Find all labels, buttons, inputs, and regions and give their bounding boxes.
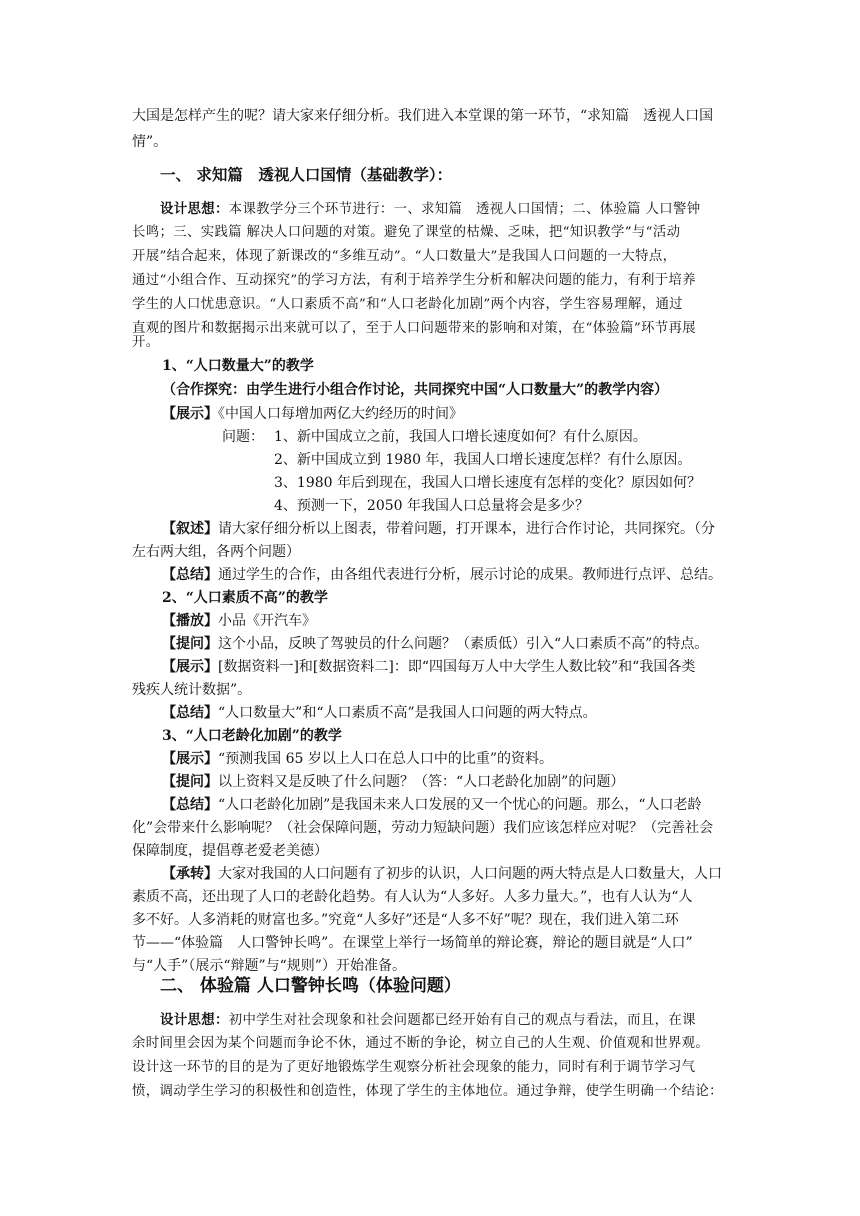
questions-label: 问题： bbox=[222, 429, 264, 445]
subsection-3-title: 3、“人口老龄化加剧”的教学 bbox=[162, 728, 342, 744]
section-1-design-line-6: 直观的图片和数据揭示出来就可以了，至于人口问题带来的影响和对策，在“体验篇”环节再展 bbox=[132, 321, 697, 336]
transit-line-1 bbox=[162, 864, 722, 884]
play-text: 小品《开汽车》 bbox=[218, 613, 316, 629]
ask-tag: 【提问】 bbox=[162, 636, 218, 652]
transit-line-4: 节——“体验篇 人口警钟长鸣”。在课堂上举行一场简单的辩论赛，辩论的题目就是“人口” bbox=[132, 935, 693, 951]
section-1-design-line-4: 通过“小组合作、互动探究”的学习方法，有利于培养学生分析和解决问题的能力，有利于培养 bbox=[132, 273, 697, 288]
section-2-heading: 二、 体验篇 人口警钟长鸣（体验问题） bbox=[160, 976, 461, 996]
ask-tag: 【提问】 bbox=[162, 774, 218, 790]
sub1-narrate-line-2: 左右两大组，各两个问题） bbox=[132, 544, 300, 560]
summary-text: “人口数量大”和“人口素质不高”是我国人口问题的两大特点。 bbox=[218, 705, 597, 721]
section-2-design-line-4: 愤，调动学生学习的积极性和创造性，体现了学生的主体地位。通过争辩，使学生明确一个结论： bbox=[132, 1084, 723, 1099]
sub3-summary-line-1 bbox=[162, 795, 701, 815]
sub2-play-line bbox=[162, 611, 316, 631]
show-tag: 【展示】 bbox=[162, 751, 218, 767]
transit-line-2: 素质不高，还出现了人口的老龄化趋势。有人认为“人多好。人多力量大。”，也有人认为“人 bbox=[132, 889, 693, 905]
show-tag: 【展示】 bbox=[162, 659, 218, 675]
question-3: 3、1980 年后到现在，我国人口增长速度有怎样的变化？原因如何？ bbox=[274, 475, 701, 491]
question-1: 1、新中国成立之前，我国人口增长速度如何？有什么原因。 bbox=[274, 429, 647, 445]
sub1-narrate-line-1 bbox=[162, 519, 715, 539]
section-1-design-line-1 bbox=[160, 199, 701, 220]
summary-text: “人口老龄化加剧”是我国未来人口发展的又一个忧心的问题。那么，“人口老龄 bbox=[218, 797, 702, 813]
section-1-design-line-3: 开展”结合起来，体现了新课改的“多维互动”。“人口数量大”是我国人口问题的一大特点， bbox=[132, 249, 677, 264]
sub3-summary-line-2: 化”会带来什么影响呢？（社会保障问题，劳动力短缺问题）我们应该怎样应对呢？（完善社会 bbox=[132, 820, 714, 836]
design-text: 初中学生对社会现象和社会问题都已经开始有自己的观点与看法，而且，在课 bbox=[228, 1013, 696, 1028]
narrate-text: 请大家仔细分析以上图表，带着问题，打开课本，进行合作讨论，共同探究。（分 bbox=[218, 521, 715, 537]
design-label: 设计思想： bbox=[160, 1012, 229, 1028]
section-1-design-line-2: 长鸣；三、实践篇 解决人口问题的对策。避免了课堂的枯燥、乏味，把“知识教学”与“活动 bbox=[132, 225, 681, 240]
section-1-heading: 一、 求知篇 透视人口国情（基础教学）： bbox=[160, 165, 453, 184]
transit-line-5: 与“人手”（展示“辩题”与“规则”）开始准备。 bbox=[132, 958, 406, 974]
ask-text: 以上资料又是反映了什么问题？（答：“人口老龄化加剧”的问题） bbox=[218, 774, 625, 790]
question-4: 4、预测一下，2050 年我国人口总量将会是多少？ bbox=[274, 498, 589, 514]
intro-line-1: 大国是怎样产生的呢？请大家来仔细分析。我们进入本堂课的第一环节，“求知篇 透视人口国 bbox=[132, 108, 714, 124]
show-tag: 【展示】 bbox=[162, 406, 218, 422]
ask-text: 这个小品，反映了驾驶员的什么问题？（素质低）引入“人口素质不高”的特点。 bbox=[218, 636, 709, 652]
sub3-show-line bbox=[162, 749, 553, 769]
sub2-show-line-2: 残疾人统计数据”。 bbox=[132, 682, 252, 698]
summary-tag: 【总结】 bbox=[162, 797, 218, 813]
sub2-show-line-1 bbox=[162, 657, 695, 677]
sub3-summary-line-3: 保障制度，提倡尊老爱老美德） bbox=[132, 843, 328, 859]
section-1-design-line-5: 学生的人口忧患意识。“人口素质不高”和“人口老龄化加剧”两个内容，学生容易理解，通过 bbox=[132, 297, 683, 312]
section-2-design-line-3: 设计这一环节的目的是为了更好地锻炼学生观察分析社会现象的能力，同时有利于调节学习气 bbox=[132, 1060, 696, 1075]
subsection-2-title: 2、“人口素质不高”的教学 bbox=[162, 590, 328, 606]
summary-tag: 【总结】 bbox=[162, 705, 218, 721]
summary-tag: 【总结】 bbox=[162, 567, 218, 583]
transit-text: 大家对我国的人口问题有了初步的认识，人口问题的两大特点是人口数量大，人口 bbox=[218, 866, 722, 882]
sub1-show-line bbox=[162, 404, 463, 424]
question-2: 2、新中国成立到 1980 年，我国人口增长速度怎样？有什么原因。 bbox=[274, 452, 692, 468]
design-text: 本课教学分三个环节进行：一、求知篇 透视人口国情；二、体验篇 人口警钟 bbox=[228, 202, 701, 217]
subsection-1-note: （合作探究：由学生进行小组合作讨论，共同探究中国“人口数量大”的教学内容） bbox=[162, 382, 669, 398]
section-1-design-line-7: 开。 bbox=[132, 335, 160, 350]
show-text: “预测我国 65 岁以上人口在总人口中的比重”的资料。 bbox=[218, 751, 554, 767]
sub2-ask-line bbox=[162, 634, 708, 654]
show-text: 《中国人口每增加两亿大约经历的时间》 bbox=[218, 406, 463, 422]
transit-line-3: 多不好。人多消耗的财富也多。”究竟“人多好”还是“人多不好”呢？现在，我们进入第二环 bbox=[132, 912, 679, 928]
section-2-design-line-2: 余时间里会因为某个问题而争论不休，通过不断的争论，树立自己的人生观、价值观和世界观。 bbox=[132, 1036, 710, 1051]
show-text: [数据资料一]和[数据资料二]：即“四国每万人中大学生人数比较”和“我国各类 bbox=[218, 659, 696, 675]
subsection-1-title: 1、“人口数量大”的教学 bbox=[162, 358, 314, 374]
narrate-tag: 【叙述】 bbox=[162, 521, 218, 537]
transit-tag: 【承转】 bbox=[162, 866, 218, 882]
summary-text: 通过学生的合作，由各组代表进行分析，展示讨论的成果。教师进行点评、总结。 bbox=[218, 567, 722, 583]
design-label: 设计思想： bbox=[160, 201, 229, 217]
play-tag: 【播放】 bbox=[162, 613, 218, 629]
intro-line-2: 情”。 bbox=[132, 134, 168, 150]
sub1-summary-line bbox=[162, 565, 722, 585]
section-2-design-line-1 bbox=[160, 1010, 696, 1031]
sub2-summary-line bbox=[162, 703, 597, 723]
sub3-ask-line bbox=[162, 772, 624, 792]
